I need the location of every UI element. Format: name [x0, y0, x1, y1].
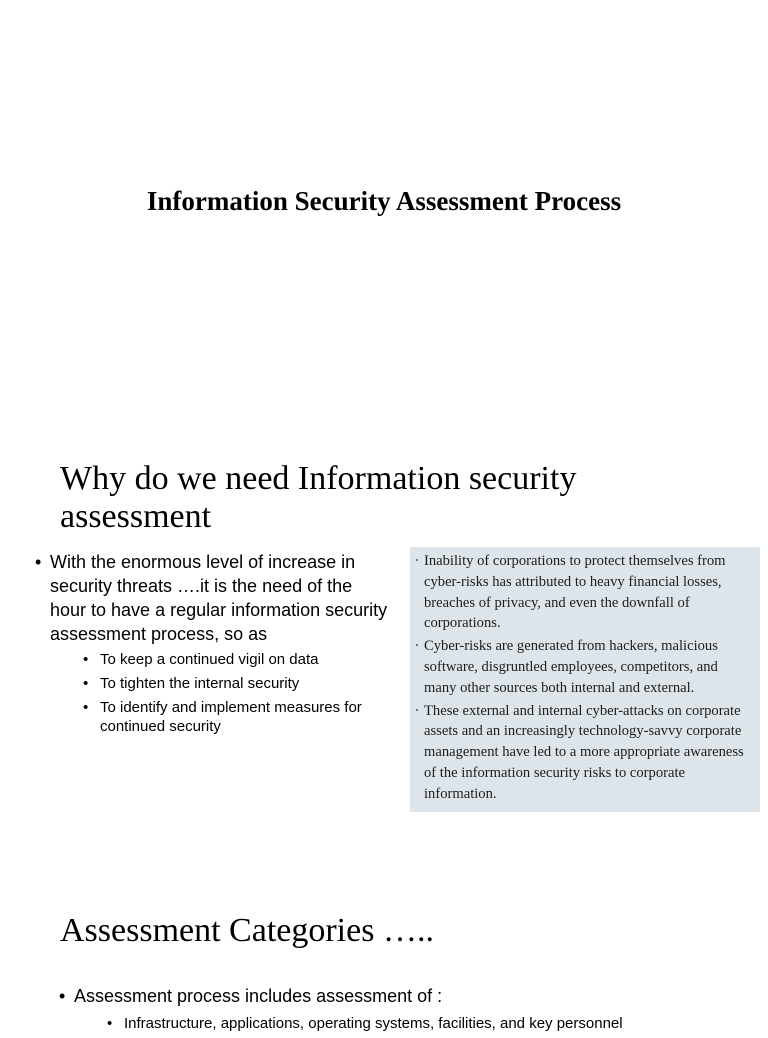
sub-bullet-item: • To keep a continued vigil on data [80, 650, 390, 669]
slide-heading: Assessment Categories ….. [60, 912, 434, 949]
image-bullet-list [416, 551, 750, 805]
image-bullet-item: Inability of corporations to protect themselves from cyber-risks has attributed to heavy financial losses, breaches of privacy, and even the downfall of corporations. [416, 551, 750, 634]
presentation-title: Information Security Assessment Process [146, 186, 622, 216]
image-bullet-item: These external and internal cyber-attacks on corporate assets and an increasingly technology-savvy corporate management have led to a more appropriate awareness of the information security risks to corporate information. [416, 701, 750, 805]
bullet-item [30, 550, 390, 736]
bullet-text: Assessment process includes assessment of : [74, 986, 443, 1006]
slide-heading: Why do we need Information security assessment [60, 460, 577, 535]
bullet-list [54, 984, 754, 1038]
sub-bullet-list [50, 650, 390, 736]
sub-bullet-item: • Infrastructure, applications, operating systems, facilities, and key personnel [104, 1014, 754, 1033]
sub-bullet-item: • To identify and implement measures for continued security [80, 698, 390, 736]
embedded-text-image [410, 547, 760, 812]
slide-why-assessment [0, 420, 768, 860]
image-bullet-item: Cyber-risks are generated from hackers, malicious software, disgruntled employees, competitors, and many other sources both internal and external. [416, 636, 750, 698]
slide-title [0, 0, 768, 420]
bullet-text: With the enormous level of increase in security threats ….it is the need of the hour to have a regular information security assessment process, so as [50, 552, 388, 644]
bullet-item [54, 984, 754, 1033]
slide-assessment-categories [0, 860, 768, 1032]
sub-bullet-item: • To tighten the internal security [80, 674, 390, 693]
bullet-list [30, 550, 390, 741]
